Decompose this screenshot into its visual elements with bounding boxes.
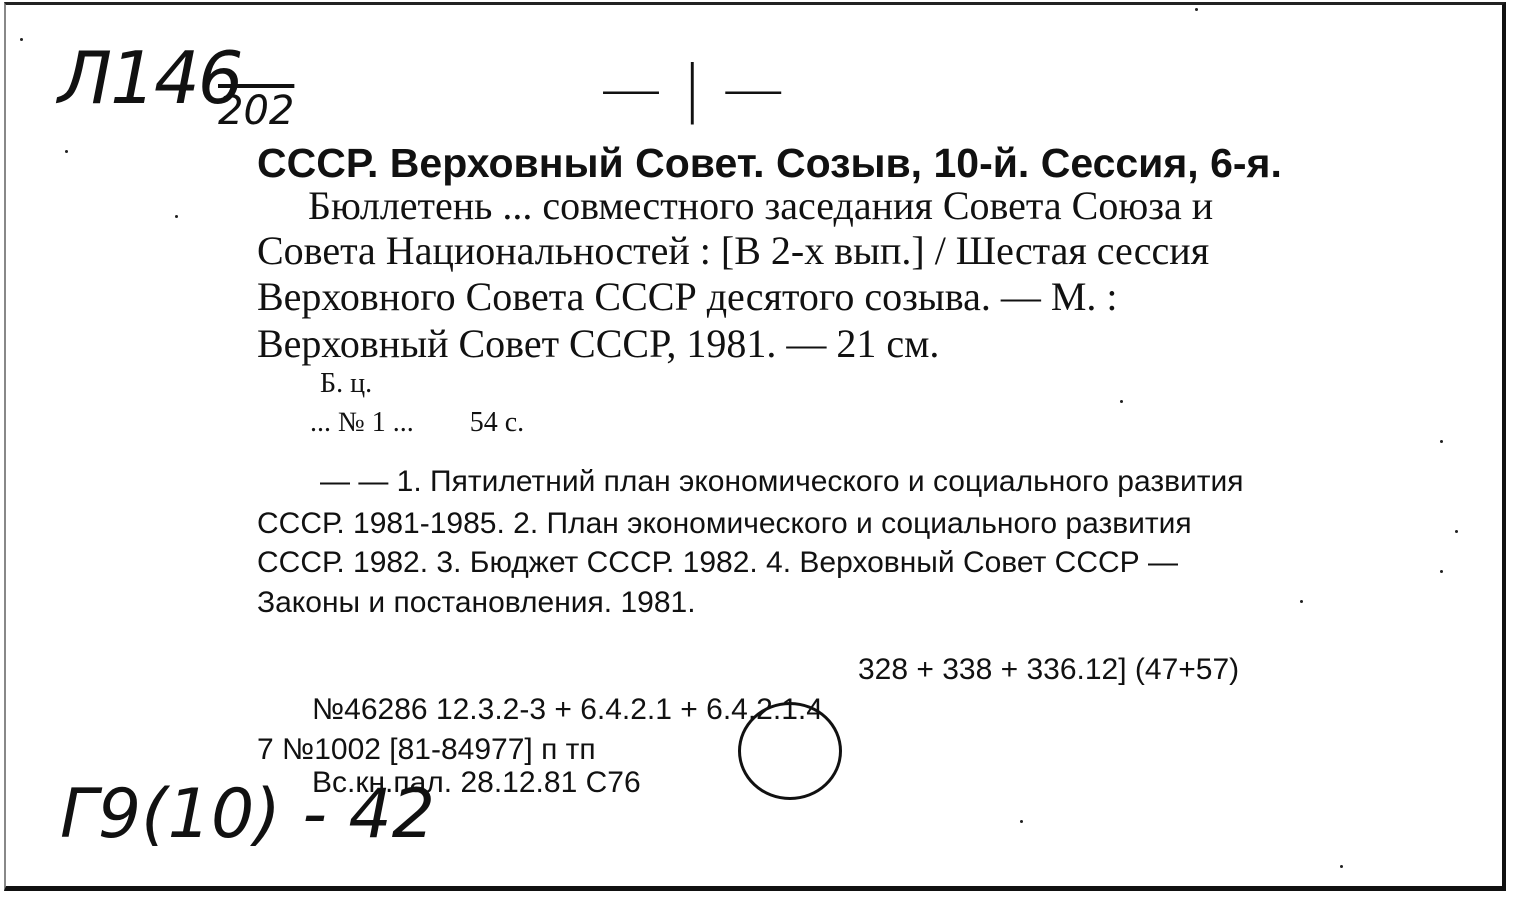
shelf-mark: Л146 xyxy=(58,36,242,120)
speck xyxy=(1440,570,1443,573)
speck xyxy=(1340,865,1343,868)
speck xyxy=(65,150,68,153)
subject-line: СССР. 1981-1985. 2. План экономического и социального развития xyxy=(257,507,1192,540)
tech-line: Вс.кн.пал. 28.12.81 С76 xyxy=(312,766,641,799)
issue-number: ... № 1 ... xyxy=(310,407,414,438)
tech-line: 7 №1002 [81-84977] п тп xyxy=(257,733,596,766)
speck xyxy=(1440,440,1443,443)
description-line: Верховный Совет СССР, 1981. — 21 см. xyxy=(257,321,940,366)
price-note: Б. ц. xyxy=(320,368,373,399)
shelf-mark-sub: 202 xyxy=(218,88,295,134)
speck xyxy=(175,215,178,218)
tech-line: 328 + 338 + 336.12] (47+57) xyxy=(858,653,1240,686)
speck xyxy=(1455,530,1458,533)
subject-line: Законы и постановления. 1981. xyxy=(257,586,696,619)
issue-note xyxy=(310,407,524,439)
stamp-circle xyxy=(738,702,842,800)
classification-code: Г9(10) - 42 xyxy=(60,775,436,854)
subject-line: — — 1. Пятилетний план экономического и социального развития xyxy=(320,465,1244,498)
speck xyxy=(20,38,23,41)
description-line: Верховного Совета СССР десятого созыва. — М. : xyxy=(257,274,1118,319)
record-heading: СССР. Верховный Совет. Созыв, 10-й. Сессия, 6-я. xyxy=(257,140,1282,186)
description-line: Совета Национальностей : [В 2-х вып.] / Шестая сессия xyxy=(257,228,1210,273)
speck xyxy=(1195,8,1198,11)
subject-line: СССР. 1982. 3. Бюджет СССР. 1982. 4. Верховный Совет СССР — xyxy=(257,546,1179,579)
speck xyxy=(1300,600,1303,603)
speck xyxy=(1120,400,1123,403)
description-line: Бюллетень ... совместного заседания Совета Союза и xyxy=(308,183,1214,228)
issue-pages: 54 с. xyxy=(469,407,525,438)
card-number: — | — xyxy=(600,52,785,125)
tech-line: №46286 12.3.2-3 + 6.4.2.1 + 6.4.2.1.4 xyxy=(312,693,823,726)
speck xyxy=(1020,820,1023,823)
